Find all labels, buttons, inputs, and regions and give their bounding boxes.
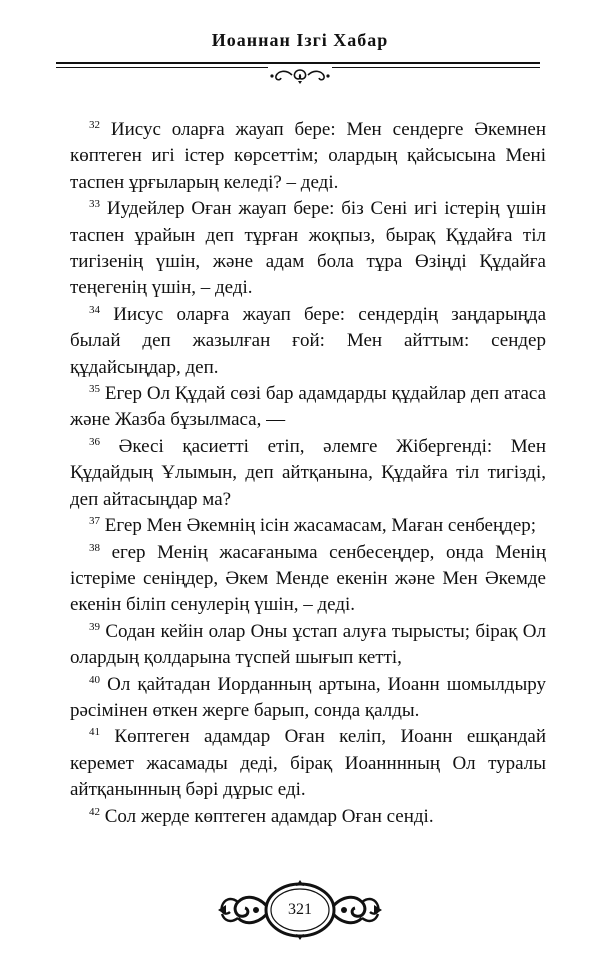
verse-number: 34: [89, 303, 100, 316]
verse-37: [70, 513, 546, 539]
verse-number: 40: [89, 673, 100, 686]
verse-38: [70, 540, 546, 619]
header-ornament-icon: [268, 66, 332, 86]
verse-text: егер Менің жасағаныма сенбесеңдер, онда Менің істеріме сеніңдер, Әкем Менде екенін және Мен Әкемде екенін біліп сенулерің үшін, – деді.: [70, 541, 547, 616]
verse-33: [70, 196, 546, 302]
verse-number: 33: [89, 198, 100, 211]
verse-text: Иудейлер Оған жауап бере: біз Сені игі істерің үшін таспен ұрайын деп тұрған жоқпыз, бырақ Құдайға тіл тигізенің үшін, және адам бола тұра Өзіңді Құдайға теңегенің үшін, – деді.: [70, 198, 547, 299]
verse-text: Иисус оларға жауап бере: Мен сендерге Әкемнен көптеген игі істер көрсеттім; олардың қайсысына Мені таспен ұрғыларың келеді? – деді.: [70, 119, 547, 193]
verse-number: 39: [89, 620, 100, 633]
verse-number: 35: [89, 383, 100, 396]
verse-41: [70, 724, 546, 803]
verse-39: [70, 619, 546, 672]
verse-text: Сол жерде көптеген адамдар Оған сенді.: [104, 805, 434, 827]
verse-32: [70, 117, 546, 196]
verse-number: 32: [89, 119, 100, 131]
verse-number: 38: [89, 541, 100, 554]
verse-text: Көптеген адамдар Оған келіп, Иоанн ешқандай керемет жасамады деді, бірақ Иоанннның Ол туралы айтқанынның бәрі дұрыс еді.: [70, 726, 547, 801]
running-header: Иоаннан Ізгі Хабар: [211, 30, 389, 50]
verse-35: [70, 381, 546, 434]
verse-text: Егер Ол Құдай сөзі бар адамдарды құдайлар деп атаса және Жазба бұзылмаса, —: [70, 383, 547, 431]
verse-number: 36: [89, 435, 100, 448]
verse-number: 37: [89, 515, 100, 528]
verse-text: Иисус оларға жауап бере: сендердің заңдарыңда былай деп жазылған ғой: Мен айттым: сендер құдайсыңдар, деп.: [70, 303, 547, 378]
header-rule-thick: [56, 62, 540, 64]
verse-text: Әкесі қасиетті етіп, әлемге Жібергенді: Мен Құдайдың Ұлымын, деп айтқанына, Құдайға тіл тигізді, деп айтасыңдар ма?: [70, 435, 547, 510]
chapter-text: [70, 117, 546, 830]
verse-40: [70, 672, 546, 725]
page-number: 321: [288, 901, 312, 918]
verse-text: Ол қайтадан Иорданның артына, Иоанн шомылдыру рәсімінен өткен жерге барып, сонда қалды.: [70, 673, 546, 721]
verse-42: [70, 804, 546, 830]
verse-text: Содан кейін олар Оны ұстап алуға тырысты; бірақ Ол олардың қолдарына түспей шығып кетті,: [70, 620, 546, 669]
verse-text: Егер Мен Әкемнің ісін жасамасам, Маған сенбеңдер;: [104, 515, 537, 537]
verse-number: 41: [89, 726, 100, 739]
verse-number: 42: [89, 805, 100, 818]
verse-34: [70, 302, 546, 381]
verse-36: [70, 434, 546, 513]
